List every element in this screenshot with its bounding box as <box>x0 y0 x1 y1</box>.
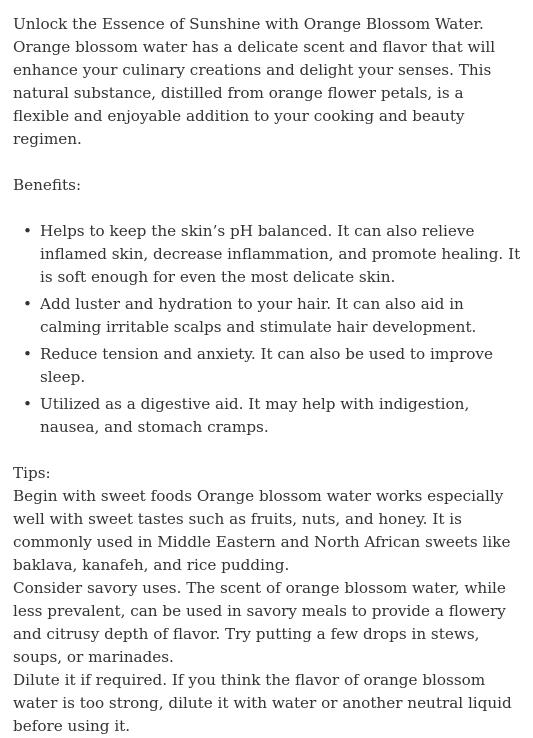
tips-heading: Tips: <box>13 464 51 482</box>
bullet-icon: • <box>23 295 32 313</box>
list-item <box>23 293 523 339</box>
list-item <box>23 343 523 389</box>
list-item-text: Helps to keep the skin’s pH balanced. It can also relieve inflamed skin, decrease inflammation, and promote healing. It is soft enough for even the most delicate skin. <box>40 222 521 286</box>
benefits-list <box>13 220 523 439</box>
intro-paragraph: Unlock the Essence of Sunshine with Orange Blossom Water. Orange blossom water has a delicate scent and flavor that will enhance your culinary creations and delight your senses. This natural substance, distilled from orange flower petals, is a flexible and enjoyable addition to your cooking and beauty regimen. <box>13 15 496 148</box>
bullet-icon: • <box>23 395 32 413</box>
list-item-text: Add luster and hydration to your hair. It can also aid in calming irritable scalps and stimulate hair development. <box>40 295 477 336</box>
tip-paragraph: Dilute it if required. If you think the flavor of orange blossom water is too strong, dilute it with water or another neutral liquid before using it. <box>13 671 512 735</box>
list-item-text: Reduce tension and anxiety. It can also be used to improve sleep. <box>40 345 493 386</box>
list-item <box>23 220 523 289</box>
benefits-heading: Benefits: <box>13 176 82 194</box>
bullet-icon: • <box>23 345 32 363</box>
list-item-text: Utilized as a digestive aid. It may help with indigestion, nausea, and stomach cramps. <box>40 395 470 436</box>
list-item <box>23 393 523 439</box>
bullet-icon: • <box>23 222 32 240</box>
tip-paragraph: Begin with sweet foods Orange blossom water works especially well with sweet tastes such as fruits, nuts, and honey. It is commonly used in Middle Eastern and North African sweets like baklava, kanafeh, and rice pudding. <box>13 487 511 574</box>
tip-paragraph: Consider savory uses. The scent of orange blossom water, while less prevalent, can be used in savory meals to provide a flowery and citrusy depth of flavor. Try putting a few drops in stews, soups, or marinades. <box>13 579 506 666</box>
